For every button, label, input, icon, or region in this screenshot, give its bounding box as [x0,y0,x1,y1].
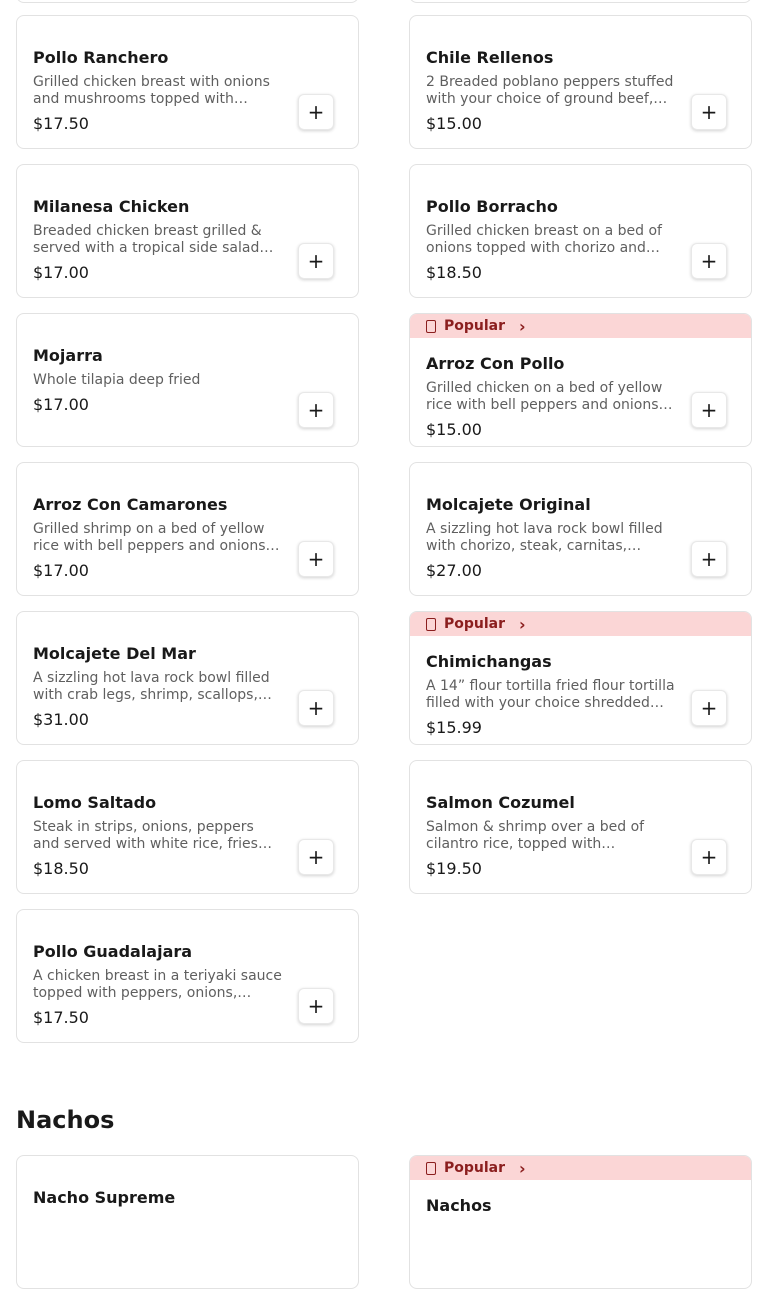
menu-item-description: Salmon & shrimp over a bed of cilantro rice, topped with [426,819,645,852]
menu-item-card[interactable] [409,164,752,298]
menu-item-body [33,197,282,283]
menu-item-price: $31.00 [33,710,89,729]
menu-item-body [33,942,282,1028]
menu-item-name: Molcajete Original [426,495,591,514]
menu-item-body [426,652,675,738]
tag-icon [426,618,436,631]
menu-item-price: $19.50 [426,859,482,878]
menu-item-name: Arroz Con Camarones [33,495,228,514]
menu-item-body [426,495,675,581]
chevron-right-icon: › [519,316,526,336]
menu-item-name: Lomo Saltado [33,793,157,812]
menu-item-body [33,644,282,730]
menu-item-description: A sizzling hot lava rock bowl filled with chorizo, steak, carnitas,… [426,521,663,554]
menu-item-name: Arroz Con Pollo [426,354,565,373]
add-item-button[interactable]: + [298,839,334,875]
prev-card-bottom-right [409,0,752,3]
menu-item-description: Whole tilapia deep fried [33,372,201,388]
add-item-button[interactable]: + [298,94,334,130]
chevron-right-icon: › [519,614,526,634]
menu-item-description: 2 Breaded poblano peppers stuffed with your choice of ground beef,… [426,74,674,107]
add-item-button[interactable]: + [691,243,727,279]
menu-item-body [426,793,675,879]
prev-card-bottom-left [16,0,359,3]
menu-item-card[interactable] [16,1155,359,1289]
menu-item-name: Pollo Ranchero [33,48,169,67]
menu-item-price: $27.00 [426,561,482,580]
add-item-button[interactable]: + [691,839,727,875]
menu-item-name: Nacho Supreme [33,1188,176,1207]
menu-item-price: $17.00 [33,561,89,580]
menu-item-body [426,197,675,283]
menu-item-card[interactable] [409,611,752,745]
menu-item-name: Chimichangas [426,652,552,671]
menu-item-name: Mojarra [33,346,103,365]
menu-item-name: Salmon Cozumel [426,793,575,812]
popular-banner[interactable] [410,612,751,636]
menu-item-name: Milanesa Chicken [33,197,190,216]
menu-item-card[interactable] [409,760,752,894]
tag-icon [426,1162,436,1175]
add-item-button[interactable]: + [691,541,727,577]
menu-item-price: $15.99 [426,718,482,737]
menu-item-name: Pollo Borracho [426,197,558,216]
menu-item-description: Grilled chicken on a bed of yellow rice with bell peppers and onions… [426,380,673,413]
add-item-button[interactable]: + [691,690,727,726]
menu-item-card[interactable] [16,164,359,298]
menu-item-body [33,1188,282,1208]
menu-item-body [426,48,675,134]
menu-item-description: A 14” flour tortilla fried flour tortilla filled with your choice shredded… [426,678,675,711]
popular-label: Popular [444,616,506,632]
menu-item-description: Grilled chicken breast with onions and mushrooms topped with… [33,74,270,107]
section-heading-nachos: Nachos [16,1106,115,1134]
menu-item-card[interactable] [16,611,359,745]
menu-item-body [33,793,282,879]
menu-item-card[interactable] [16,760,359,894]
menu-item-body [33,346,282,415]
menu-item-body [426,1196,675,1216]
menu-item-price: $18.50 [426,263,482,282]
menu-item-price: $17.50 [33,114,89,133]
menu-item-price: $18.50 [33,859,89,878]
menu-item-card[interactable] [16,15,359,149]
menu-item-card[interactable] [16,313,359,447]
popular-banner[interactable] [410,1156,751,1180]
menu-item-name: Nachos [426,1196,492,1215]
add-item-button[interactable]: + [298,392,334,428]
menu-item-body [33,495,282,581]
menu-item-card[interactable] [409,1155,752,1289]
menu-item-name: Molcajete Del Mar [33,644,196,663]
menu-item-description: Breaded chicken breast grilled & served with a tropical side salad… [33,223,274,256]
add-item-button[interactable]: + [298,243,334,279]
menu-item-price: $17.00 [33,263,89,282]
popular-label: Popular [444,318,506,334]
add-item-button[interactable]: + [691,94,727,130]
popular-label: Popular [444,1160,506,1176]
add-item-button[interactable]: + [298,541,334,577]
menu-item-description: A sizzling hot lava rock bowl filled with crab legs, shrimp, scallops,… [33,670,272,703]
menu-item-description: Steak in strips, onions, peppers and served with white rice, fries [33,819,258,852]
chevron-right-icon: › [519,1158,526,1178]
menu-item-description: Grilled shrimp on a bed of yellow rice with bell peppers and onions… [33,521,280,554]
add-item-button[interactable]: + [298,988,334,1024]
menu-item-description: Grilled chicken breast on a bed of onions topped with chorizo and… [426,223,662,256]
popular-banner[interactable] [410,314,751,338]
menu-item-name: Pollo Guadalajara [33,942,193,961]
menu-item-card[interactable] [409,15,752,149]
add-item-button[interactable]: + [691,392,727,428]
tag-icon [426,320,436,333]
menu-item-description: A chicken breast in a teriyaki sauce topped with peppers, onions,… [33,968,282,1001]
menu-item-price: $17.50 [33,1008,89,1027]
menu-item-card[interactable] [16,909,359,1043]
menu-item-card[interactable] [409,313,752,447]
menu-item-price: $15.00 [426,420,482,439]
menu-item-price: $17.00 [33,395,89,414]
menu-item-name: Chile Rellenos [426,48,554,67]
add-item-button[interactable]: + [298,690,334,726]
menu-item-price: $15.00 [426,114,482,133]
menu-item-card[interactable] [409,462,752,596]
menu-item-body [426,354,675,440]
menu-item-body [33,48,282,134]
menu-item-card[interactable] [16,462,359,596]
